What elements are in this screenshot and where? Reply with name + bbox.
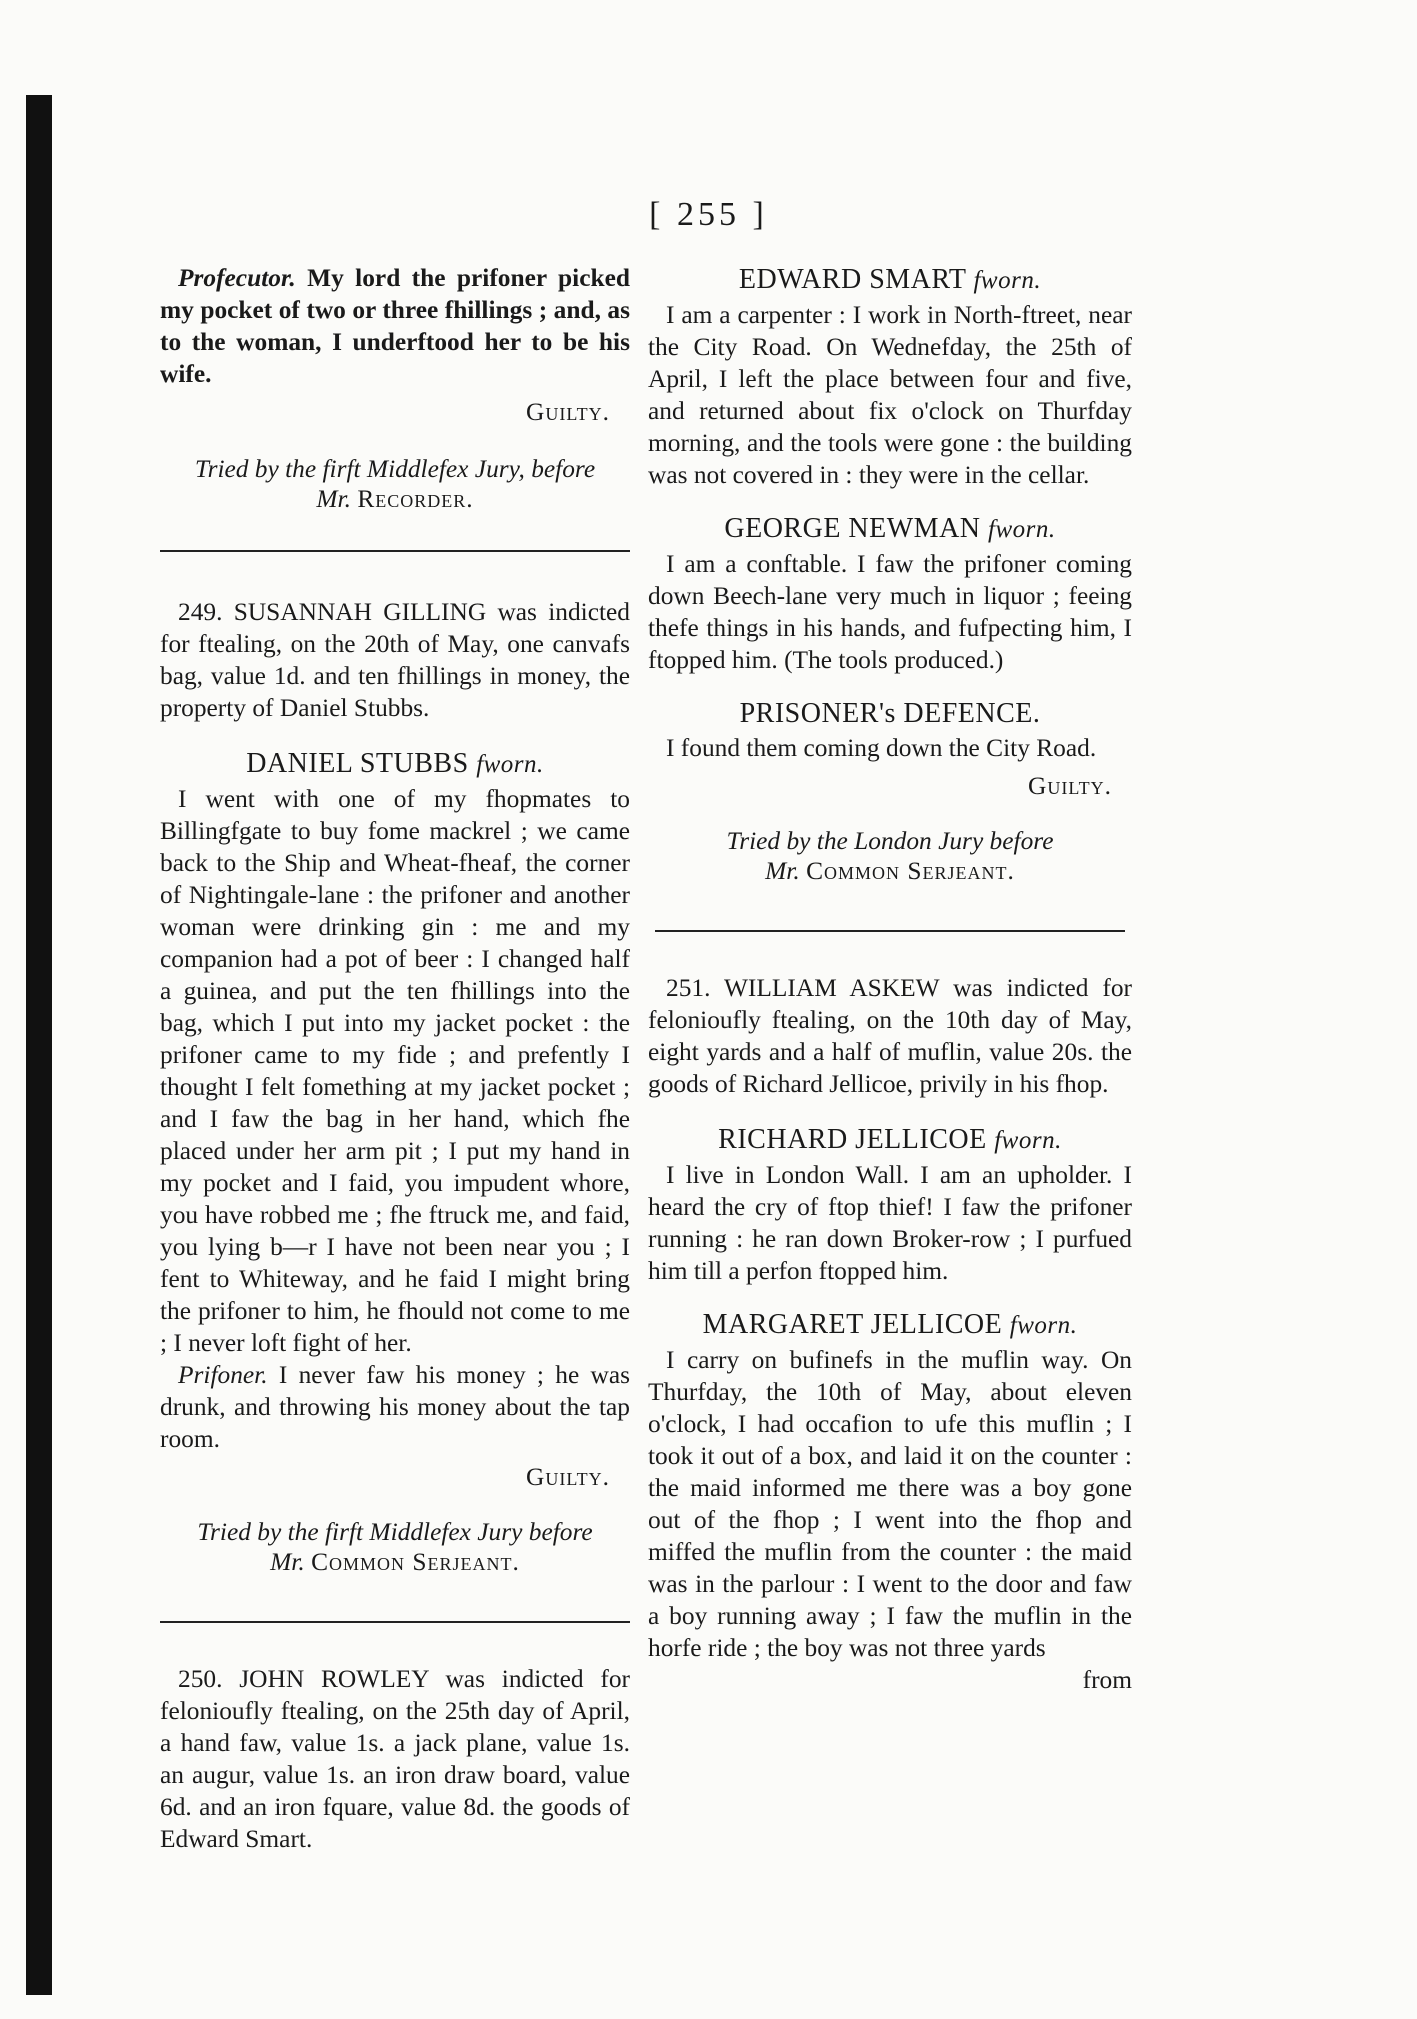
prisoner-defence-heading: PRISONER's DEFENCE.	[739, 698, 1041, 729]
witness-heading-daniel-stubbs: DANIEL STUBBS fworn.	[246, 748, 544, 779]
prisoner-statement: Prifoner. I never faw his money ; he was drunk, and throwing his money about the tap room.	[160, 1361, 631, 1453]
case-251-indictment: 251. WILLIAM ASKEW was indicted for felonioufly ftealing, on the 10th day of May, eight yards and a half of muflin, value 20s. the goods of Richard Jellicoe, privily in his fhop.	[648, 974, 1132, 1098]
trial-note-1	[160, 454, 630, 514]
catchword: from	[1082, 1666, 1132, 1694]
section-divider-3	[655, 930, 1125, 932]
verdict-guilty-1: Guilty.	[525, 398, 610, 426]
book-spine-shadow	[26, 95, 52, 1995]
witness-heading-george-newman: GEORGE NEWMAN fworn.	[724, 513, 1056, 544]
case-249-indictment: 249. SUSANNAH GILLING was indicted for ftealing, on the 20th of May, one canvafs bag, value 1d. and ten fhillings in money, the property of Daniel Stubbs.	[160, 598, 630, 722]
witness-testimony-margaret-jellicoe: I carry on bufinefs in the muflin way. On Thurfday, the 10th of May, about eleven o'clock, I had occafion to ufe this muflin ; I took it out of a box, and laid it on the counter : the maid informed me there was a boy gone out of the fhop ; I went into the fhop and miffed the muflin from the counter : the maid was in the parlour : I went to the door and faw a boy running away ; I faw the muflin in the horfe ride ; the boy was not three yards	[648, 1346, 1132, 1662]
witness-testimony-daniel-stubbs: I went with one of my fhopmates to Billingfgate to buy fome mackrel ; we came back to the Ship and Wheat-fheaf, the corner of Nightingale-lane : the prifoner and another woman were drinking gin : me and my companion had a pot of beer : I changed half a guinea, and put the ten fhillings into the bag, which I put into my jacket pocket : the prifoner came to my fide ; and prefently I thought I felt fomething at my jacket pocket ; and I faw the bag in her hand, which fhe placed under her arm pit ; I put my hand in my pocket and I faid, you impudent whore, you have robbed me ; fhe ftruck me, and faid, you lying b—r I have not been near you ; I fent to Whiteway, and he faid I might bring the prifoner to him, he fhould not come to me ; I never loft fight of her.	[160, 785, 630, 1357]
trial-note-1-line2: Mr. Recorder.	[316, 485, 474, 513]
section-divider-1	[160, 550, 630, 552]
trial-note-3	[648, 826, 1132, 886]
witness-testimony-george-newman: I am a conftable. I faw the prifoner coming down Beech-lane very much in liquor ; feeing thefe things in his hands, and fufpecting him, I ftopped him. (The tools produced.)	[648, 550, 1132, 674]
witness-heading-richard-jellicoe: RICHARD JELLICOE fworn.	[718, 1124, 1062, 1155]
trial-note-3-line2: Mr. Common Serjeant.	[765, 857, 1015, 885]
witness-heading-margaret-jellicoe: MARGARET JELLICOE fworn.	[702, 1309, 1078, 1340]
verdict-guilty-2: Guilty.	[525, 1463, 610, 1491]
prosecutor-text: My lord the prifoner picked my pocket of two or three fhillings ; and, as to the woman, I underftood her to be his wife.	[160, 264, 630, 388]
right-column	[648, 262, 1132, 1696]
section-divider-2	[160, 1621, 630, 1623]
case-250-indictment: 250. JOHN ROWLEY was indicted for felonioufly ftealing, on the 25th day of April, a hand faw, value 1s. a jack plane, value 1s. an augur, value 1s. an iron draw board, value 6d. and an iron fquare, value 8d. the goods of Edward Smart.	[160, 1665, 630, 1853]
trial-note-1-line1: Tried by the firft Middlefex Jury, before	[194, 455, 596, 483]
witness-heading-edward-smart: EDWARD SMART fworn.	[738, 264, 1042, 295]
verdict-guilty-3: Guilty.	[1027, 772, 1112, 800]
trial-note-2-line1: Tried by the firft Middlefex Jury before	[197, 1518, 593, 1546]
page-number: [ 255 ]	[649, 196, 768, 233]
prosecutor-statement	[160, 262, 630, 390]
prisoner-defence-text: I found them coming down the City Road.	[666, 734, 1097, 762]
left-column	[160, 262, 630, 1855]
witness-testimony-richard-jellicoe: I live in London Wall. I am an upholder. I heard the cry of ftop thief! I faw the prifoner running : he ran down Broker-row ; I purfued him till a perfon ftopped him.	[648, 1161, 1132, 1285]
trial-note-3-line1: Tried by the London Jury before	[726, 827, 1054, 855]
trial-note-2-line2: Mr. Common Serjeant.	[270, 1548, 520, 1576]
witness-testimony-edward-smart: I am a carpenter : I work in North-ftreet, near the City Road. On Wednefday, the 25th of April, I left the place between four and five, and returned about fix o'clock on Thurfday morning, and the tools were gone : the building was not covered in : they were in the cellar.	[648, 301, 1132, 489]
prosecutor-label: Profecutor.	[178, 264, 296, 292]
trial-note-2	[160, 1517, 630, 1577]
